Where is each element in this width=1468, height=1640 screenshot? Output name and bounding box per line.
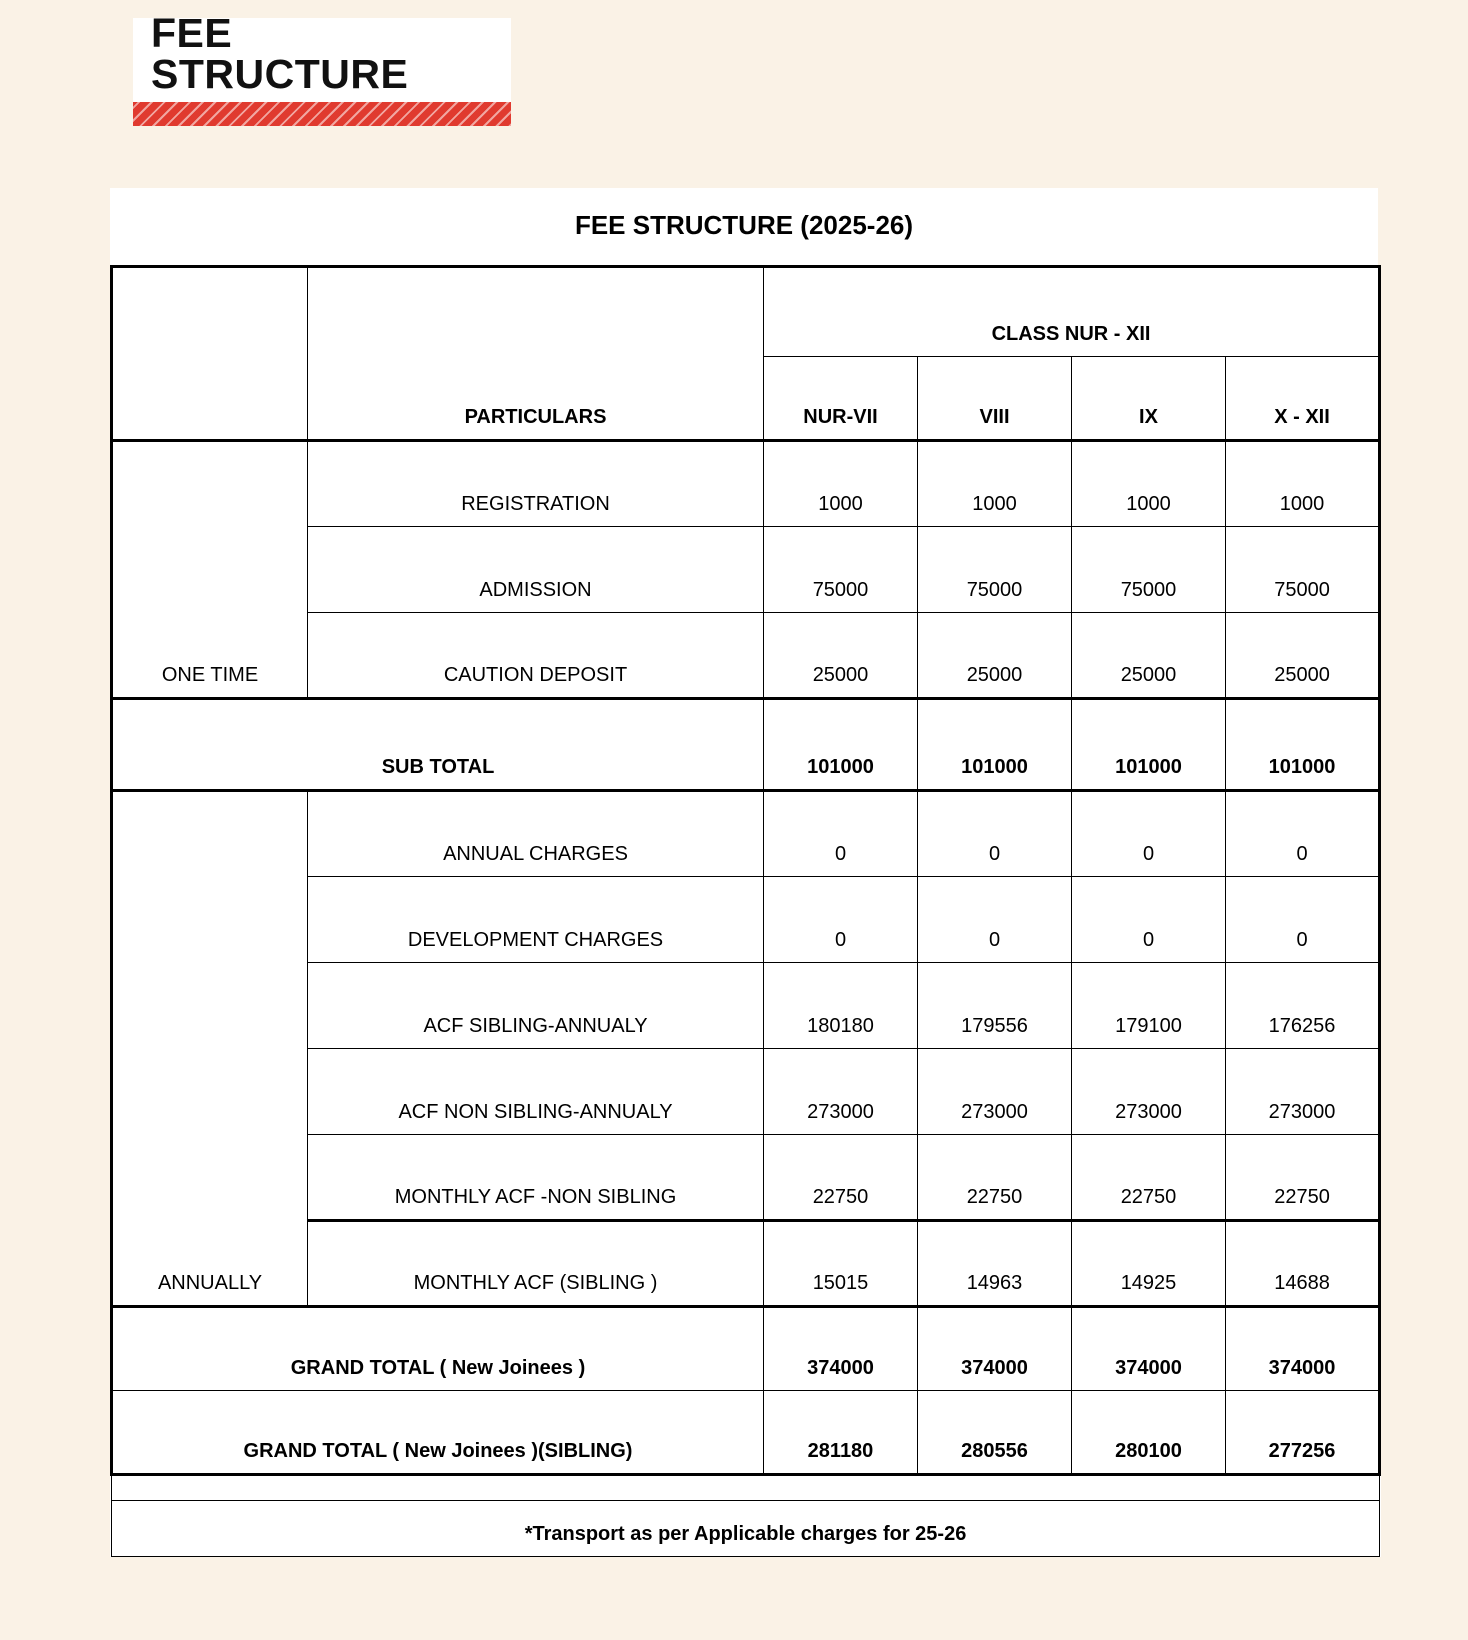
value-monthly-acf-non-sibling-nur-vii: 22750 <box>764 1135 918 1221</box>
grand-total-sibling-value-ix: 280100 <box>1072 1391 1226 1475</box>
value-annual-charges-viii: 0 <box>918 791 1072 877</box>
table-row <box>112 441 1380 527</box>
table-note-row <box>112 1501 1380 1557</box>
table-row-grand-total-sibling <box>112 1391 1380 1475</box>
value-monthly-acf-non-sibling-ix: 22750 <box>1072 1135 1226 1221</box>
value-acf-sibling-annualy-ix: 179100 <box>1072 963 1226 1049</box>
header-class-group: CLASS NUR - XII <box>764 267 1380 357</box>
header-class-x-xii: X - XII <box>1226 357 1380 441</box>
transport-note: *Transport as per Applicable charges for 25-26 <box>112 1501 1380 1557</box>
value-monthly-acf-non-sibling-x-xii: 22750 <box>1226 1135 1380 1221</box>
value-caution-deposit-nur-vii: 25000 <box>764 613 918 699</box>
value-registration-ix: 1000 <box>1072 441 1226 527</box>
value-annual-charges-nur-vii: 0 <box>764 791 918 877</box>
value-admission-nur-vii: 75000 <box>764 527 918 613</box>
value-admission-viii: 75000 <box>918 527 1072 613</box>
subtotal-value-ix: 101000 <box>1072 699 1226 791</box>
subtotal-label: SUB TOTAL <box>112 699 764 791</box>
document-title: FEE STRUCTURE (2025-26) <box>110 188 1378 265</box>
value-acf-sibling-annualy-viii: 179556 <box>918 963 1072 1049</box>
value-annual-charges-x-xii: 0 <box>1226 791 1380 877</box>
table-header-row-group <box>112 267 1380 357</box>
spacer-cell <box>112 1475 1380 1501</box>
particular-registration: REGISTRATION <box>308 441 764 527</box>
fee-structure-sheet <box>110 188 1378 1557</box>
particular-annual-charges: ANNUAL CHARGES <box>308 791 764 877</box>
value-monthly-acf-non-sibling-viii: 22750 <box>918 1135 1072 1221</box>
value-caution-deposit-ix: 25000 <box>1072 613 1226 699</box>
value-acf-sibling-annualy-nur-vii: 180180 <box>764 963 918 1049</box>
page-banner <box>133 10 511 126</box>
header-blank-cell <box>112 267 308 441</box>
value-acf-non-sibling-annualy-ix: 273000 <box>1072 1049 1226 1135</box>
grand-total-sibling-value-nur-vii: 281180 <box>764 1391 918 1475</box>
banner-title: FEE STRUCTURE <box>151 10 409 97</box>
value-registration-viii: 1000 <box>918 441 1072 527</box>
table-spacer-row <box>112 1475 1380 1501</box>
value-development-charges-nur-vii: 0 <box>764 877 918 963</box>
value-acf-non-sibling-annualy-nur-vii: 273000 <box>764 1049 918 1135</box>
section-label-one-time: ONE TIME <box>112 441 308 699</box>
value-registration-nur-vii: 1000 <box>764 441 918 527</box>
value-acf-non-sibling-annualy-viii: 273000 <box>918 1049 1072 1135</box>
value-monthly-acf-sibling-viii: 14963 <box>918 1221 1072 1307</box>
value-development-charges-x-xii: 0 <box>1226 877 1380 963</box>
particular-acf-sibling-annualy: ACF SIBLING-ANNUALY <box>308 963 764 1049</box>
particular-caution-deposit: CAUTION DEPOSIT <box>308 613 764 699</box>
header-class-ix: IX <box>1072 357 1226 441</box>
particular-admission: ADMISSION <box>308 527 764 613</box>
subtotal-value-viii: 101000 <box>918 699 1072 791</box>
value-monthly-acf-sibling-nur-vii: 15015 <box>764 1221 918 1307</box>
value-development-charges-ix: 0 <box>1072 877 1226 963</box>
value-acf-non-sibling-annualy-x-xii: 273000 <box>1226 1049 1380 1135</box>
value-monthly-acf-sibling-x-xii: 14688 <box>1226 1221 1380 1307</box>
grand-total-value-ix: 374000 <box>1072 1307 1226 1391</box>
section-label-annually: ANNUALLY <box>112 791 308 1307</box>
grand-total-value-x-xii: 374000 <box>1226 1307 1380 1391</box>
table-row-grand-total <box>112 1307 1380 1391</box>
value-registration-x-xii: 1000 <box>1226 441 1380 527</box>
value-caution-deposit-viii: 25000 <box>918 613 1072 699</box>
particular-monthly-acf-non-sibling: MONTHLY ACF -NON SIBLING <box>308 1135 764 1221</box>
grand-total-sibling-label: GRAND TOTAL ( New Joinees )(SIBLING) <box>112 1391 764 1475</box>
value-caution-deposit-x-xii: 25000 <box>1226 613 1380 699</box>
header-particulars: PARTICULARS <box>308 267 764 441</box>
table-row-subtotal <box>112 699 1380 791</box>
table-row <box>112 791 1380 877</box>
banner-red-stripe <box>133 102 511 126</box>
particular-acf-non-sibling-annualy: ACF NON SIBLING-ANNUALY <box>308 1049 764 1135</box>
grand-total-value-viii: 374000 <box>918 1307 1072 1391</box>
grand-total-value-nur-vii: 374000 <box>764 1307 918 1391</box>
value-annual-charges-ix: 0 <box>1072 791 1226 877</box>
grand-total-label: GRAND TOTAL ( New Joinees ) <box>112 1307 764 1391</box>
header-class-nur-vii: NUR-VII <box>764 357 918 441</box>
subtotal-value-x-xii: 101000 <box>1226 699 1380 791</box>
subtotal-value-nur-vii: 101000 <box>764 699 918 791</box>
value-admission-x-xii: 75000 <box>1226 527 1380 613</box>
banner-title-box <box>133 10 511 97</box>
value-acf-sibling-annualy-x-xii: 176256 <box>1226 963 1380 1049</box>
header-class-viii: VIII <box>918 357 1072 441</box>
value-development-charges-viii: 0 <box>918 877 1072 963</box>
fee-structure-table <box>110 265 1381 1557</box>
grand-total-sibling-value-viii: 280556 <box>918 1391 1072 1475</box>
grand-total-sibling-value-x-xii: 277256 <box>1226 1391 1380 1475</box>
value-admission-ix: 75000 <box>1072 527 1226 613</box>
particular-development-charges: DEVELOPMENT CHARGES <box>308 877 764 963</box>
particular-monthly-acf-sibling: MONTHLY ACF (SIBLING ) <box>308 1221 764 1307</box>
value-monthly-acf-sibling-ix: 14925 <box>1072 1221 1226 1307</box>
